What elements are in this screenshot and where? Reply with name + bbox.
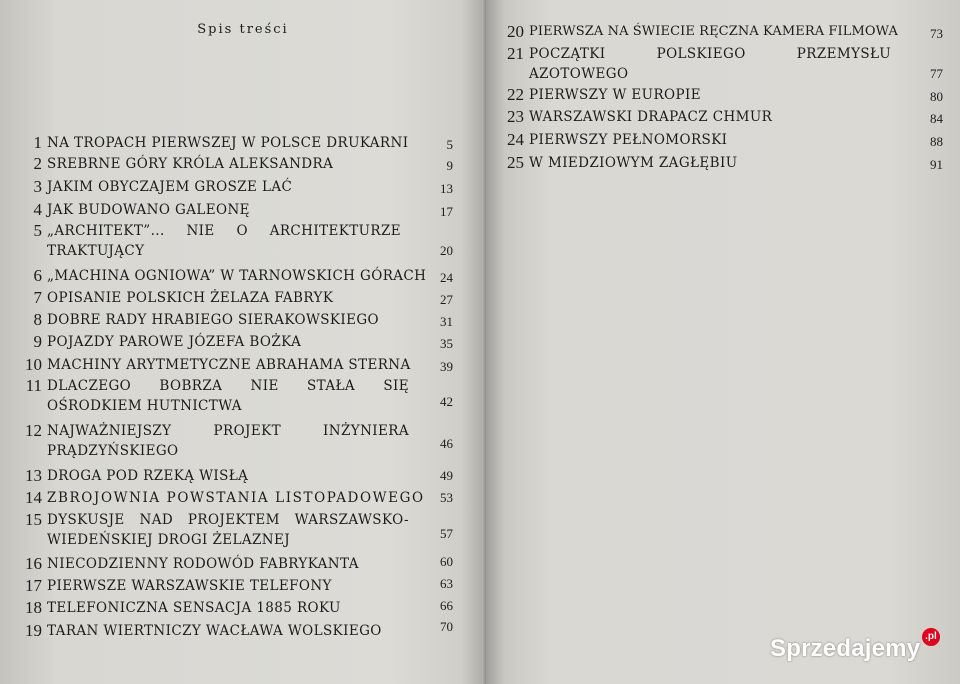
toc-entry xyxy=(18,288,458,308)
entry-page: 73 xyxy=(930,26,943,41)
toc-entry xyxy=(18,355,458,375)
entry-page: 91 xyxy=(930,157,943,172)
entry-number: 6 xyxy=(33,266,42,285)
entry-title: TELEFONICZNA SENSACJA 1885 ROKU xyxy=(47,600,341,616)
toc-entry xyxy=(500,107,948,127)
toc-entry xyxy=(18,598,458,618)
toc-entry xyxy=(500,22,948,42)
entry-page: 39 xyxy=(440,359,453,374)
entry-title: DROGA POD RZEKĄ WISŁĄ xyxy=(47,468,249,484)
toc-entry xyxy=(500,85,948,105)
right-page xyxy=(486,0,960,684)
entry-title: POCZĄTKI POLSKIEGO PRZEMYSŁU AZOTOWEGO xyxy=(529,46,891,82)
entry-page: 88 xyxy=(930,134,943,149)
entry-title: DLACZEGO BOBRZA NIE STAŁA SIĘ OŚRODKIEM HUTNICTWA xyxy=(47,378,409,414)
contents-title: Spis treści xyxy=(197,22,289,37)
entry-number: 7 xyxy=(33,288,42,307)
entry-title: JAKIM OBYCZAJEM GROSZE LAĆ xyxy=(47,179,293,195)
toc-entry xyxy=(18,133,458,153)
entry-title: NAJWAŻNIEJSZY PROJEKT INŻYNIERA PRĄDZYŃSKIEGO xyxy=(47,423,409,459)
toc-entry xyxy=(18,177,458,197)
watermark-badge: .pl xyxy=(922,628,940,646)
toc-entry xyxy=(18,154,458,174)
entry-title: DOBRE RADY HRABIEGO SIERAKOWSKIEGO xyxy=(47,312,379,328)
entry-title: TARAN WIERTNICZY WACŁAWA WOLSKIEGO xyxy=(47,623,382,639)
entry-title: NIECODZIENNY RODOWÓD FABRYKANTA xyxy=(47,556,359,572)
entry-title: SREBRNE GÓRY KRÓLA ALEKSANDRA xyxy=(47,156,334,172)
entry-number: 14 xyxy=(25,488,42,507)
entry-title: ZBROJOWNIA POWSTANIA LISTOPADOWEGO xyxy=(47,490,425,506)
entry-page: 17 xyxy=(440,204,453,219)
entry-title: DYSKUSJE NAD PROJEKTEM WARSZAWSKO-WIEDEŃSKIEJ DROGI ŻELAZNEJ xyxy=(47,512,409,548)
entry-page: 46 xyxy=(440,436,453,451)
entry-number: 5 xyxy=(33,221,42,240)
entry-title: PIERWSZA NA ŚWIECIE RĘCZNA KAMERA FILMOWA xyxy=(529,24,898,39)
entry-page: 27 xyxy=(440,292,453,307)
entry-title: „MACHINA OGNIOWA” W TARNOWSKICH GÓRACH xyxy=(47,268,427,284)
entry-title: W MIEDZIOWYM ZAGŁĘBIU xyxy=(529,155,738,171)
entry-number: 11 xyxy=(25,376,42,395)
entry-page: 49 xyxy=(440,468,453,483)
entry-page: 24 xyxy=(440,270,453,285)
toc-entry xyxy=(18,200,458,220)
entry-title: MACHINY ARYTMETYCZNE ABRAHAMA STERNA xyxy=(47,357,411,373)
entry-number: 4 xyxy=(33,200,42,219)
entry-page: 42 xyxy=(440,394,453,409)
entry-page: 5 xyxy=(446,137,453,152)
entry-page: 80 xyxy=(930,89,943,104)
entry-title: JAK BUDOWANO GALEONĘ xyxy=(47,202,250,218)
entry-number: 9 xyxy=(33,332,42,351)
toc-entry xyxy=(18,310,458,330)
entry-number: 13 xyxy=(25,466,42,485)
toc-entry xyxy=(18,510,458,550)
entry-title: PIERWSZY W EUROPIE xyxy=(529,87,701,103)
entry-number: 16 xyxy=(25,554,42,573)
entry-number: 19 xyxy=(25,621,42,640)
watermark-logo: Sprzedajemy xyxy=(770,635,921,662)
toc-entry xyxy=(18,621,458,641)
toc-entry xyxy=(18,554,458,574)
toc-entry xyxy=(18,466,458,486)
toc-entry xyxy=(500,130,948,150)
entry-number: 1 xyxy=(33,133,42,152)
entry-page: 84 xyxy=(930,111,943,126)
toc-entry xyxy=(18,576,458,596)
entry-page: 13 xyxy=(440,181,453,196)
entry-title: POJAZDY PAROWE JÓZEFA BOŻKA xyxy=(47,334,302,350)
entry-page: 20 xyxy=(440,243,453,258)
entry-number: 15 xyxy=(25,510,42,529)
toc-entry xyxy=(18,266,458,286)
entry-page: 66 xyxy=(440,598,453,613)
toc-entry xyxy=(18,332,458,352)
entry-title: OPISANIE POLSKICH ŻELAZA FABRYK xyxy=(47,290,334,306)
entry-number: 18 xyxy=(25,598,42,617)
entry-number: 10 xyxy=(25,355,42,374)
toc-entry xyxy=(500,153,948,173)
entry-title: PIERWSZE WARSZAWSKIE TELEFONY xyxy=(47,578,332,594)
entry-page: 57 xyxy=(440,526,453,541)
entry-number: 21 xyxy=(507,44,524,63)
entry-number: 3 xyxy=(33,177,42,196)
toc-entry xyxy=(18,221,458,261)
entry-number: 24 xyxy=(507,130,524,149)
entry-title: NA TROPACH PIERWSZEJ W POLSCE DRUKARNI xyxy=(47,135,409,151)
entry-page: 35 xyxy=(440,336,453,351)
entry-number: 8 xyxy=(33,310,42,329)
entry-page: 77 xyxy=(930,66,943,81)
entry-number: 25 xyxy=(507,153,524,172)
toc-entry xyxy=(18,488,458,508)
entry-number: 20 xyxy=(507,22,524,41)
toc-entry xyxy=(500,44,948,84)
entry-page: 70 xyxy=(440,619,453,634)
entry-number: 22 xyxy=(507,85,524,104)
entry-page: 63 xyxy=(440,576,453,591)
entry-page: 31 xyxy=(440,314,453,329)
entry-number: 17 xyxy=(25,576,42,595)
entry-page: 9 xyxy=(446,158,453,173)
entry-number: 23 xyxy=(507,107,524,126)
entry-page: 53 xyxy=(440,490,453,505)
entry-number: 12 xyxy=(25,421,42,440)
toc-entry xyxy=(18,376,458,416)
entry-page: 60 xyxy=(440,554,453,569)
entry-title: „ARCHITEKT”... NIE O ARCHITEKTURZE TRAKTUJĄCY xyxy=(47,223,401,259)
entry-number: 2 xyxy=(33,154,42,173)
entry-title: WARSZAWSKI DRAPACZ CHMUR xyxy=(529,109,773,125)
entry-title: PIERWSZY PEŁNOMORSKI xyxy=(529,132,728,148)
toc-entry xyxy=(18,421,458,461)
